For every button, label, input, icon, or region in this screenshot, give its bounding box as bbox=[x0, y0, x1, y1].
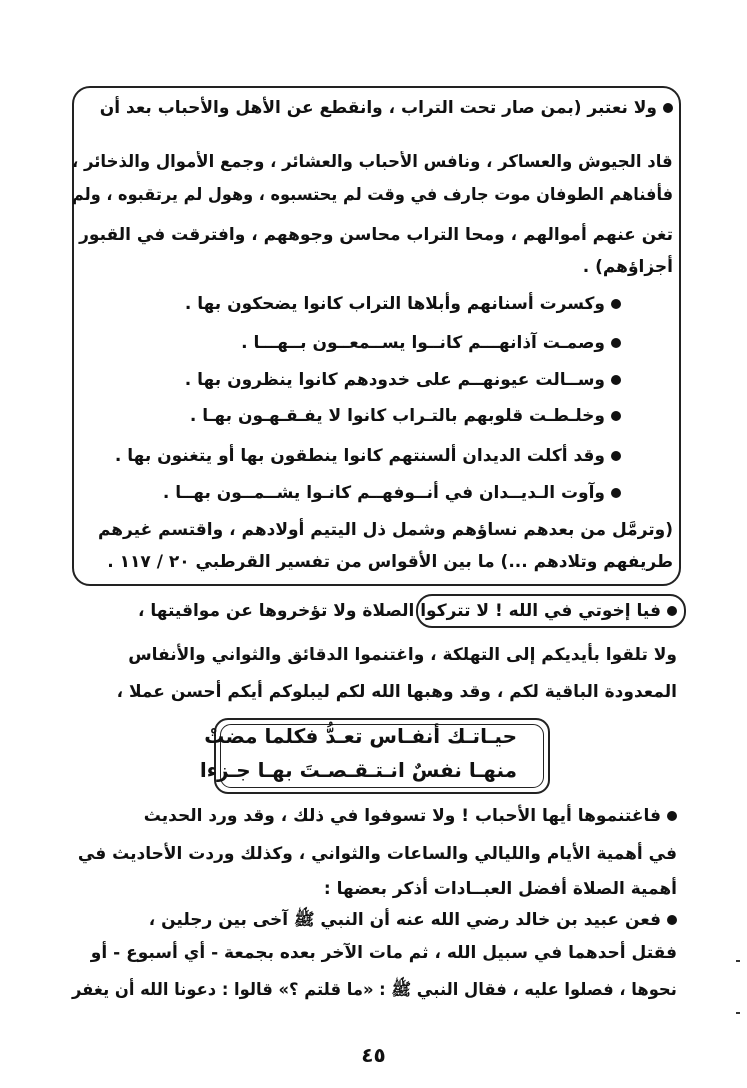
margin-mark bbox=[736, 960, 740, 962]
box1-line-7: طريفهم وتلادهم ...) ما بين الأقواس من تفسير القرطبي ٢٠ / ١١٧ . bbox=[107, 552, 673, 572]
para1-line-2: ولا تلقوا بأيديكم إلى التهلكة ، واغتنموا الدقائق والثواني والأنفاس bbox=[128, 645, 677, 665]
box1-line-2: قاد الجيوش والعساكر ، ونافس الأحباب والعشائر ، وجمع الأموال والذخائر ، bbox=[72, 152, 673, 172]
bullet-icon bbox=[667, 606, 677, 616]
para1-line-1: فيا إخوتي في الله ! لا تتركوا الصلاة ولا تؤخروها عن مواقيتها ، bbox=[138, 599, 677, 623]
box1-line-5: أجزاؤهم) . bbox=[582, 257, 673, 277]
para2-line-2: في أهمية الأيام والليالي والساعات والثواني ، وكذلك وردت الأحاديث في bbox=[77, 844, 677, 864]
para3-line-2: فقتل أحدهما في سبيل الله ، ثم مات الآخر بعده بجمعة - أي أسبوع - أو bbox=[90, 943, 677, 963]
box1-bullet-4: وخلـطـت قلوبهم بالتـراب كانوا لا يفـقـهـون بهـا . bbox=[190, 404, 621, 428]
bullet-icon bbox=[611, 488, 621, 498]
box1-bullet-3: وســالت عيونهــم على خدودهم كانوا ينظرون بها . bbox=[185, 368, 621, 392]
box1-bullet-2: وصمـت آذانهـــم كانــوا يســمعــون بــهـــا . bbox=[241, 331, 621, 355]
poem-line-2: منهـا نفسٌ انـتـقـصـتَ بهـا جـزءا bbox=[199, 758, 517, 782]
box1-bullet-1: وكسرت أسنانهم وأبلاها التراب كانوا يضحكون بها . bbox=[185, 292, 621, 316]
box1-bullet-5: وقد أكلت الديدان ألسنتهم كانوا ينطقون بها أو يتغنون بها . bbox=[115, 444, 621, 468]
para2-line-3: أهمية الصلاة أفضل العبــادات أذكر بعضها : bbox=[323, 879, 677, 899]
bullet-icon bbox=[663, 103, 673, 113]
box1-line-3: فأفناهم الطوفان موت جارف في وقت لم يحتسبوه ، وهول لم يرتقبوه ، ولم bbox=[71, 185, 673, 205]
page-number: ٤٥ bbox=[361, 1043, 386, 1067]
bullet-icon bbox=[611, 375, 621, 385]
bullet-icon bbox=[667, 811, 677, 821]
bullet-icon bbox=[611, 338, 621, 348]
box1-line-6: (وترمَّل من بعدهم نساؤهم وشمل ذل اليتيم أولادهم ، واقتسم غيرهم bbox=[97, 520, 673, 540]
margin-mark bbox=[736, 1012, 740, 1014]
bullet-icon bbox=[611, 299, 621, 309]
bullet-icon bbox=[611, 451, 621, 461]
box1-line-1: ولا نعتبر (بمن صار تحت التراب ، وانقطع عن الأهل والأحباب بعد أن bbox=[100, 96, 673, 120]
bullet-icon bbox=[667, 915, 677, 925]
box1-bullet-6: وآوت الـديــدان في أنــوفهــم كانـوا يشــمــون بهــا . bbox=[163, 481, 621, 505]
para3-line-1: فعن عبيد بن خالد رضي الله عنه أن النبي ﷺ آخى بين رجلين ، bbox=[149, 908, 677, 932]
para2-line-1: فاغتنموها أيها الأحباب ! ولا تسوفوا في ذلك ، وقد ورد الحديث bbox=[144, 804, 677, 828]
para1-line-3: المعدودة الباقية لكم ، وقد وهبها الله لكم ليبلوكم أيكم أحسن عملا ، bbox=[116, 682, 677, 702]
poem-line-1: حيـاتـك أنفـاس تعـدُّ فكلما مضتْ bbox=[204, 724, 517, 748]
bullet-icon bbox=[611, 411, 621, 421]
box1-line-4: تغن عنهم أموالهم ، ومحا التراب محاسن وجوههم ، وافترقت في القبور bbox=[79, 225, 673, 245]
para3-line-3: نحوها ، فصلوا عليه ، فقال النبي ﷺ : «ما قلتم ؟» قالوا : دعونا الله أن يغفر bbox=[72, 980, 677, 1000]
